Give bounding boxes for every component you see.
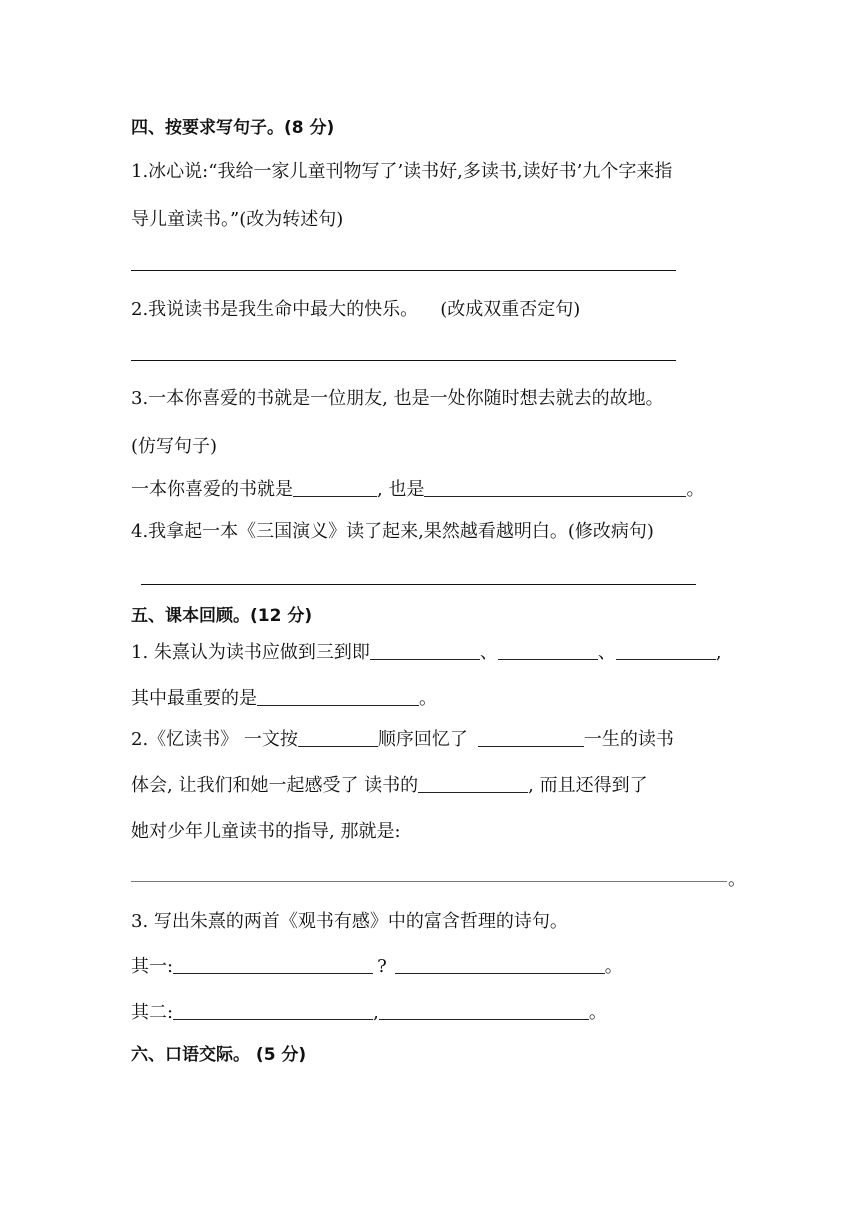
q2-answer-line[interactable] (131, 360, 676, 361)
poem1-blank-2[interactable] (395, 955, 605, 974)
poem2-label: 其二: (131, 1002, 174, 1023)
s5-q2-end: 。 (728, 869, 746, 890)
poem2-blank-2[interactable] (379, 1001, 589, 1020)
poem1-label: 其一: (131, 956, 174, 977)
q3-blank-1[interactable] (293, 478, 377, 497)
s5-q2-e: , 而且还得到了 (528, 775, 648, 796)
s5-q1-b: 其中最重要的是 (131, 688, 257, 709)
poem1-line (131, 955, 623, 979)
q2-text: 2.我说读书是我生命中最大的快乐。 (131, 299, 419, 320)
poem2-end: 。 (588, 1002, 607, 1023)
s5-q2-b: 顺序回忆了 (377, 729, 468, 750)
q4-line: 4.我拿起一本《三国演义》读了起来,果然越看越明白。(修改病句) (131, 521, 654, 542)
q3-line2: (仿写句子) (131, 436, 218, 457)
q1-answer-line[interactable] (131, 270, 676, 271)
q3-fill-a: 一本你喜爱的书就是 (131, 479, 293, 500)
s5-q1-blank-1[interactable] (370, 641, 480, 660)
s5-q1-end: 。 (419, 688, 437, 709)
s5-q1-a: 1. 朱熹认为读书应做到三到即 (131, 642, 370, 663)
s5-q2-c: 一生的读书 (583, 729, 674, 750)
poem2-mid: , (373, 1002, 379, 1023)
s5-q2-blank-1[interactable] (298, 728, 378, 747)
q4-answer-line[interactable] (141, 584, 696, 585)
q2-hint: (改成双重否定句) (440, 299, 581, 320)
q3-fill-line (131, 478, 704, 502)
s5-q2-blank-3[interactable] (418, 774, 528, 793)
q1-line2: 导儿童读书。”(改为转述句) (131, 209, 344, 230)
poem1-end: 。 (604, 956, 623, 977)
s5-q2-line2 (131, 774, 648, 798)
s5-q1-sep-1: 、 (479, 642, 498, 663)
q1-line1: 1.冰心说:“我给一家儿童刊物写了’读书好,多读书,读好书’九个字来指 (131, 161, 673, 182)
q3-blank-2[interactable] (424, 478, 686, 497)
s5-q2-line1 (131, 728, 674, 752)
s5-q1-sep-2: 、 (597, 642, 616, 663)
s5-q2-a: 2.《忆读书》 一文按 (131, 729, 298, 750)
s5-q1-blank-4[interactable] (257, 687, 419, 706)
section5-title: 五、课本回顾。(12 分) (131, 606, 313, 626)
poem1-blank-1[interactable] (173, 955, 373, 974)
poem1-mid: ? (377, 956, 387, 977)
s5-q2-line3: 她对少年儿童读书的指导, 那就是: (131, 821, 401, 842)
s5-q2-blank-2[interactable] (478, 728, 584, 747)
s5-q1-blank-2[interactable] (498, 641, 598, 660)
q3-fill-end: 。 (686, 479, 705, 500)
s5-q1-line2 (131, 687, 437, 711)
q2-line (131, 298, 580, 322)
s5-q3-line: 3. 写出朱熹的两首《观书有感》中的富含哲理的诗句。 (131, 911, 568, 932)
s5-q2-d: 体会, 让我们和她一起感受了 读书的 (131, 775, 419, 796)
s5-q1-line1 (131, 641, 722, 665)
s5-q1-comma: , (715, 642, 722, 663)
s5-q2-answer-line[interactable] (131, 881, 727, 882)
q3-fill-b: , 也是 (377, 479, 425, 500)
poem2-blank-1[interactable] (173, 1001, 373, 1020)
q3-line1: 3.一本你喜爱的书就是一位朋友, 也是一处你随时想去就去的故地。 (131, 388, 664, 409)
poem2-line (131, 1001, 607, 1025)
section4-title: 四、按要求写句子。(8 分) (131, 118, 335, 138)
s5-q1-blank-3[interactable] (616, 641, 716, 660)
section6-title: 六、口语交际。 (5 分) (131, 1045, 307, 1065)
